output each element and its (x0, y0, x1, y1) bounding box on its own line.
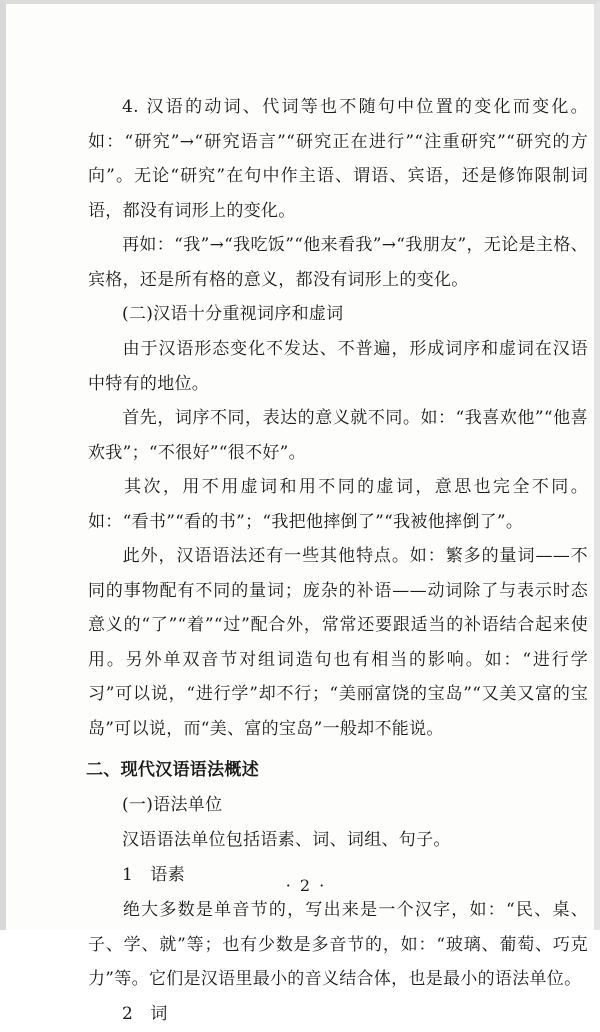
paragraph-case-examples: 再如：“我”→“我吃饭”“他来看我”→“我朋友”，无论是主格、宾格，还是所有格的意义，都没有词形上的变化。 (88, 235, 588, 290)
paragraph-word-order-examples: 首先，词序不同，表达的意义就不同。如：“我喜欢他”“他喜欢我”；“不很好”“很不好”。 (88, 408, 588, 463)
subsection-grammar-units: (一)语法单位 (122, 795, 223, 815)
paragraph-morphology: 由于汉语形态变化不发达、不普遍，形成词序和虚词在汉语中特有的地位。 (88, 339, 588, 394)
item-morpheme-title: 1 语素 (122, 865, 186, 885)
paragraph-function-word-examples: 其次，用不用虚词和用不同的虚词，意思也完全不同。如：“看书”“看的书”；“我把他摔倒了”“我被他摔倒了”。 (88, 477, 588, 532)
paragraph-morpheme: 绝大多数是单音节的，写出来是一个汉字，如：“民、桌、子、学、就”等；也有少数是多音节的，如：“玻璃、葡萄、巧克力”等。它们是汉语里最小的音义结合体，也是最小的语法单位。 (88, 900, 588, 989)
paragraph-other-features: 此外，汉语语法还有一些其他特点。如：繁多的量词——不同的事物配有不同的量词；庞杂的补语——动词除了与表示时态意义的“了”“着”“过”配合外，常常还要跟适当的补语结合起来使用。另外单双音节对组词造句也有相当的影响。如：“进行学习”可以说，“进行学”却不行；“美丽富饶的宝岛”“又美又富的宝岛”可以说，而“美、富的宝岛”一般却不能说。 (88, 546, 588, 739)
subheading-word-order: (二)汉语十分重视词序和虚词 (122, 304, 344, 324)
paragraph-verb-pronoun-invariance: 4. 汉语的动词、代词等也不随句中位置的变化而变化。如：“研究”→“研究语言”“研究正在进行”“注重研究”“研究的方向”。无论“研究”在句中作主语、谓语、宾语，还是修饰限制词语，都没有词形上的变化。 (88, 97, 588, 221)
page-number: · 2 · (285, 876, 327, 895)
paragraph-grammar-units: 汉语语法单位包括语素、词、词组、句子。 (122, 830, 451, 850)
item-word-title: 2 词 (122, 1004, 168, 1024)
section-title: 二、现代汉语语法概述 (86, 760, 259, 780)
